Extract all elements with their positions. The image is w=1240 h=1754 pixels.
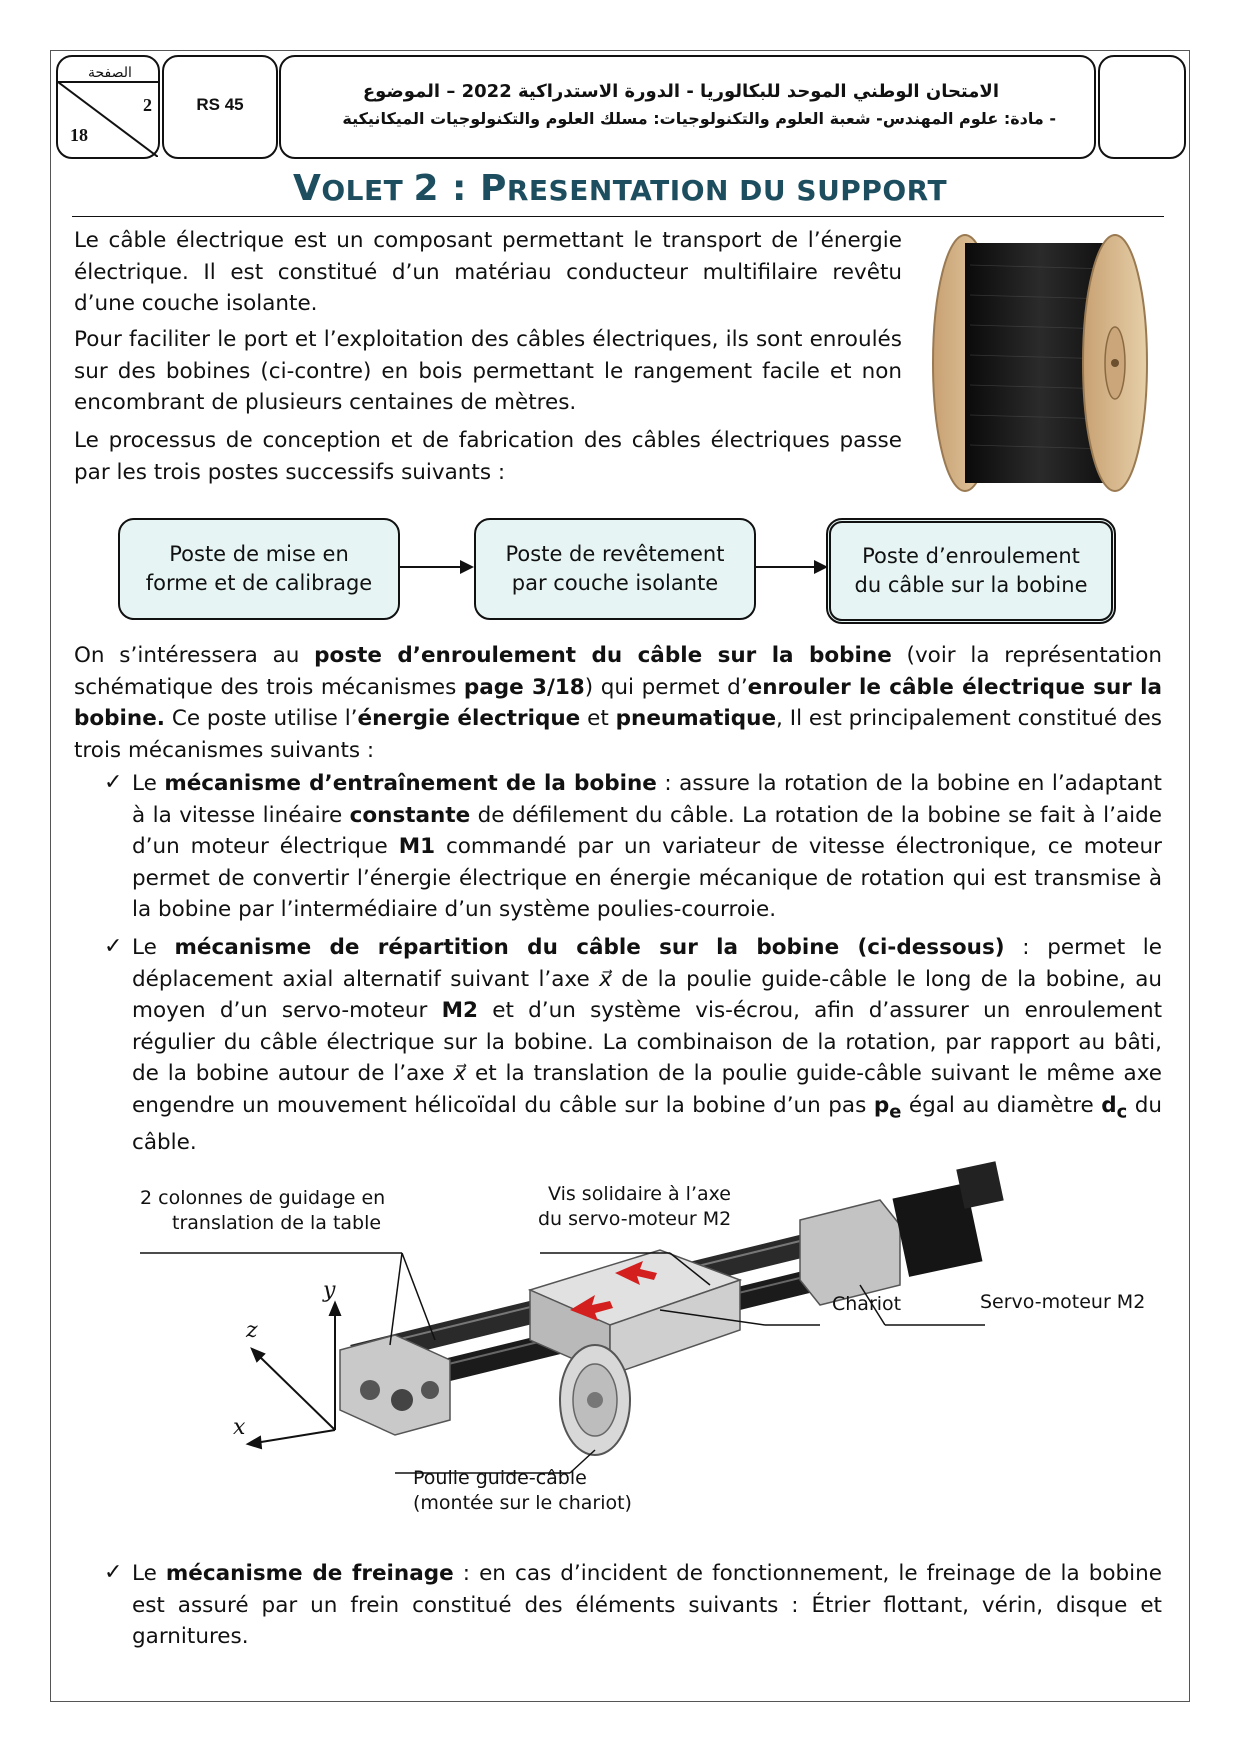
caption-chariot: Chariot (832, 1293, 902, 1315)
flow-step-revetement: Poste de revêtement par couche isolante (474, 518, 756, 620)
caption-columns-1: 2 colonnes de guidage en (140, 1187, 386, 1209)
flow-step-enroulement: Poste d’enroulement du câble sur la bobine (826, 518, 1116, 624)
mechanism-braking: Le mécanisme de freinage : en cas d’incident de fonctionnement, le freinage de la bobine est assuré par un frein constitué des éléments suivants : Étrier flottant, vérin, disque et garnitures. (132, 1561, 1162, 1649)
caption-screw-1: Vis solidaire à l’axe (548, 1183, 731, 1205)
flow-arrow-1 (398, 566, 472, 568)
title-rule (72, 216, 1164, 217)
axis-label-y: y (323, 1278, 336, 1303)
logo-box (1098, 55, 1186, 159)
exam-code: RS 45 (196, 95, 244, 114)
page-number: 2 (143, 95, 152, 115)
page-total: 18 (70, 125, 88, 145)
section-title: VOLET 2 : PRESENTATION DU SUPPORT (292, 168, 948, 209)
page-number-box (56, 55, 160, 159)
flow-step-calibrage: Poste de mise en forme et de calibrage (118, 518, 400, 620)
axis-label-x: x (233, 1415, 246, 1440)
intro-paragraph-1: Le câble électrique est un composant permettant le transport de l’énergie électrique. Il est constitué d’un matériau conducteur multifilaire revêtu d’une couche isolante. (74, 228, 902, 316)
exam-title-box (279, 55, 1096, 159)
cable-reel-image (930, 225, 1150, 505)
check-icon: ✓ (104, 934, 123, 959)
focus-paragraph: On s’intéressera au poste d’enroulement du câble sur la bobine (voir la représentation schématique des trois mécanismes page 3/18) qui permet d’enrouler le câble électrique sur la bobine. Ce poste utilise l’énergie électrique et pneumatique, Il est principalement constitué des trois mécanismes suivants : (74, 643, 1163, 763)
caption-pulley-2: (montée sur le chariot) (413, 1492, 632, 1514)
flow-arrow-2 (754, 566, 826, 568)
caption-screw-2: du servo-moteur M2 (538, 1208, 732, 1230)
code-box (162, 55, 278, 159)
axis-label-z: z (246, 1318, 258, 1343)
mechanism-drive: Le mécanisme d’entraînement de la bobine : assure la rotation de la bobine en l’adaptant à la vitesse linéaire constante de défilement du câble. La rotation de la bobine se fait à l’aide d’un moteur électrique M1 commandé par un variateur de vitesse électronique, ce moteur permet de convertir l’énergie électrique en énergie mécanique de rotation qui est transmise à la bobine par l’intermédiaire d’un système poulies-courroie. (132, 771, 1162, 922)
caption-columns-2: translation de la table (172, 1212, 382, 1234)
caption-pulley-1: Poulie guide-câble (413, 1467, 587, 1489)
mechanism-distribution: Le mécanisme de répartition du câble sur la bobine (ci-dessous) : permet le déplacement axial alternatif suivant l’axe x⃗ de la poulie guide-câble le long de la bobine, au moyen d’un servo-moteur M2 et d’un système vis-écrou, afin d’assurer un enroulement régulier du câble électrique sur la bobine. La combinaison de la rotation, par rapport au bâti, de la bobine autour de l’axe x⃗ et la translation de la poulie guide-câble suivant le même axe engendre un mouvement hélicoïdal du câble sur la bobine d’un pas $p_e$ égal au diamètre $d_c$ du câble. (132, 935, 1163, 1156)
intro-paragraph-3: Le processus de conception et de fabrication des câbles électriques passe par les trois postes successifs suivants : (74, 428, 902, 485)
exam-title-line1: الامتحان الوطني الموحد للبكالوريا - الدورة الاستدراكية 2022 – الموضوع (362, 81, 999, 102)
axes-icon (248, 1303, 340, 1448)
intro-paragraph-2: Pour faciliter le port et l’exploitation des câbles électriques, ils sont enroulés sur des bobines (ci-contre) en bois permettant le rangement facile et non encombrant de plusieurs centaines de mètres. (74, 327, 902, 415)
exam-title-line2: - مادة: علوم المهندس- شعبة العلوم والتكنولوجيات: مسلك العلوم والتكنولوجيات الميكانيكية (342, 109, 1056, 128)
check-icon: ✓ (104, 770, 123, 795)
caption-servo: Servo-moteur M2 (980, 1291, 1146, 1313)
page-label: الصفحة (88, 65, 132, 81)
check-icon: ✓ (104, 1560, 123, 1585)
